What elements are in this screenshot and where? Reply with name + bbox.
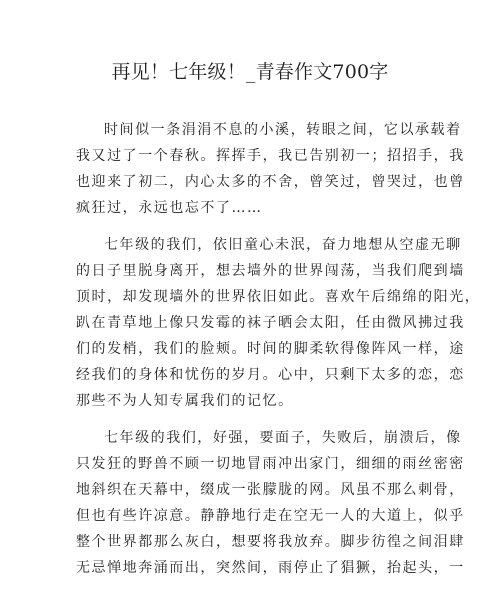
paragraph-3 xyxy=(76,425,465,581)
text-line: 顶时，却发现墙外的世界依旧如此。喜欢午后绵绵的阳光， xyxy=(76,289,481,305)
text-line: 那些不为人知专属我们的记忆。 xyxy=(76,393,294,409)
text-line: 疯狂过，永远也忘不了…… xyxy=(76,200,263,216)
text-line: 趴在青草地上像只发霉的袜子晒会太阳，任由微风拂过我 xyxy=(76,315,465,331)
text-line: 经我们的身体和忧伤的岁月。心中，只剩下太多的恋，恋 xyxy=(76,367,465,383)
text-line: 也迎来了初二，内心太多的不舍，曾笑过，曾哭过，也曾 xyxy=(76,174,465,190)
text-line: 整个世界都那么灰白，想要将我放弃。脚步彷徨之间泪肆 xyxy=(76,534,465,550)
text-line: 的日子里脱身离开，想去墙外的世界闯荡，当我们爬到墙 xyxy=(76,263,465,279)
text-line: 我又过了一个春秋。挥挥手，我已告别初一；招招手，我 xyxy=(76,148,465,164)
text-line: 无忌惮地奔涌而出，突然间，雨停止了猖獗，抬起头，一 xyxy=(76,560,465,576)
article-title: 再见！七年级！_青春作文700字 xyxy=(111,61,389,83)
text-line: 地斜织在天幕中，缀成一张朦胧的网。风虽不那么刺骨， xyxy=(76,482,465,498)
text-line: 时间似一条涓涓不息的小溪，转眼之间，它以承载着 xyxy=(104,122,462,138)
paragraph-2 xyxy=(76,232,481,414)
text-line: 七年级的我们，好强，要面子，失败后，崩溃后，像 xyxy=(104,430,462,446)
text-line: 七年级的我们，依旧童心未泯，奋力地想从空虚无聊 xyxy=(104,237,462,253)
paragraph-1 xyxy=(76,117,465,221)
text-line: 们的发梢，我们的脸颊。时间的脚柔软得像阵风一样，途 xyxy=(76,341,465,357)
text-line: 但也有些许凉意。静静地行走在空无一人的大道上，似乎 xyxy=(76,508,465,524)
article-body xyxy=(76,117,481,592)
text-line: 只发狂的野兽不顾一切地冒雨冲出家门，细细的雨丝密密 xyxy=(76,456,465,472)
